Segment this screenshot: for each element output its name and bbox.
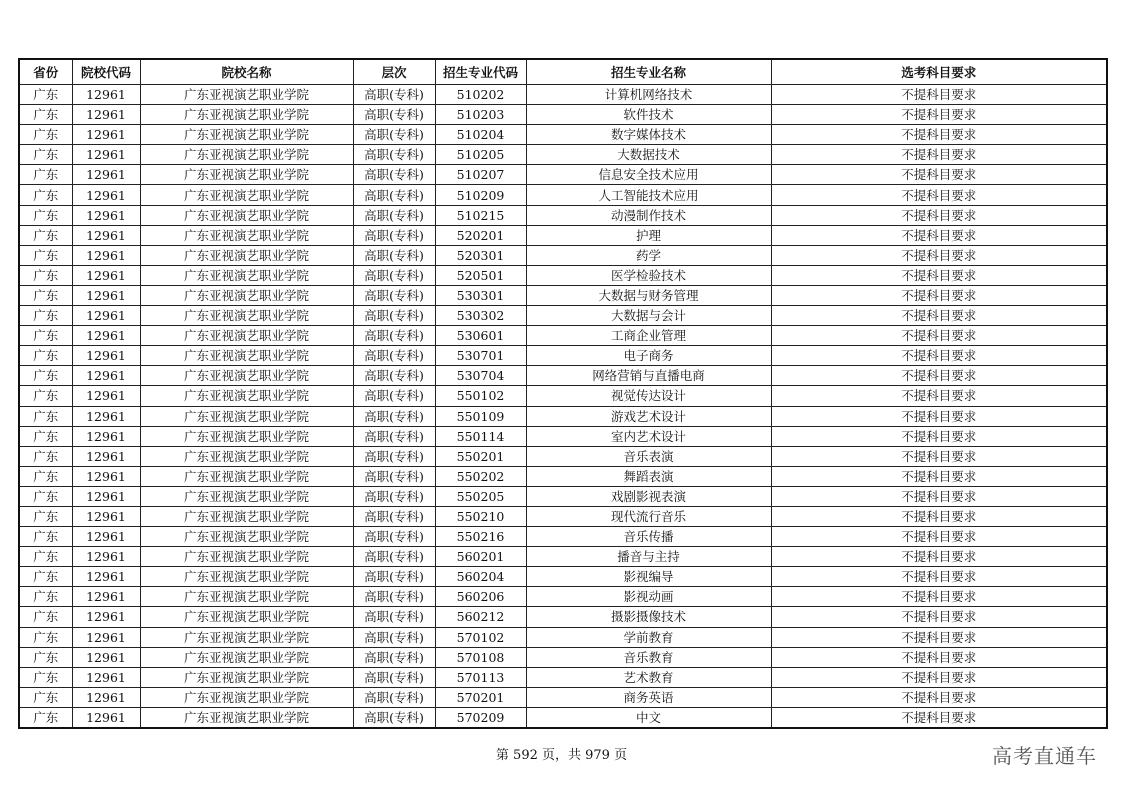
subject-requirement-cell: 不提科目要求 <box>771 225 1107 245</box>
province-cell: 广东 <box>19 426 72 446</box>
school-code-cell: 12961 <box>72 326 140 346</box>
school-code-cell: 12961 <box>72 687 140 707</box>
subject-requirement-cell: 不提科目要求 <box>771 265 1107 285</box>
province-cell: 广东 <box>19 506 72 526</box>
major-code-cell: 560212 <box>435 607 526 627</box>
major-name-cell: 中文 <box>526 707 771 728</box>
school-name-cell: 广东亚视演艺职业学院 <box>140 627 353 647</box>
major-code-cell: 550109 <box>435 406 526 426</box>
school-name-cell: 广东亚视演艺职业学院 <box>140 707 353 728</box>
table-row <box>19 346 1107 366</box>
major-name-cell: 网络营销与直播电商 <box>526 366 771 386</box>
major-code-cell: 510207 <box>435 165 526 185</box>
table-row <box>19 225 1107 245</box>
province-cell: 广东 <box>19 406 72 426</box>
province-cell: 广东 <box>19 306 72 326</box>
subject-requirement-cell: 不提科目要求 <box>771 687 1107 707</box>
table-row <box>19 687 1107 707</box>
subject-requirement-cell: 不提科目要求 <box>771 366 1107 386</box>
province-cell: 广东 <box>19 346 72 366</box>
province-cell: 广东 <box>19 707 72 728</box>
province-cell: 广东 <box>19 125 72 145</box>
school-name-cell: 广东亚视演艺职业学院 <box>140 125 353 145</box>
school-name-cell: 广东亚视演艺职业学院 <box>140 165 353 185</box>
school-code-cell: 12961 <box>72 285 140 305</box>
province-cell: 广东 <box>19 627 72 647</box>
province-cell: 广东 <box>19 165 72 185</box>
table-row <box>19 567 1107 587</box>
school-name-cell: 广东亚视演艺职业学院 <box>140 547 353 567</box>
province-cell: 广东 <box>19 547 72 567</box>
subject-requirement-cell: 不提科目要求 <box>771 567 1107 587</box>
province-cell: 广东 <box>19 486 72 506</box>
table-row <box>19 85 1107 105</box>
province-cell: 广东 <box>19 587 72 607</box>
subject-requirement-cell: 不提科目要求 <box>771 346 1107 366</box>
major-name-cell: 室内艺术设计 <box>526 426 771 446</box>
school-code-cell: 12961 <box>72 567 140 587</box>
level-cell: 高职(专科) <box>353 145 435 165</box>
subject-requirement-cell: 不提科目要求 <box>771 466 1107 486</box>
subject-requirement-cell: 不提科目要求 <box>771 587 1107 607</box>
school-code-cell: 12961 <box>72 607 140 627</box>
major-name-cell: 软件技术 <box>526 105 771 125</box>
school-name-cell: 广东亚视演艺职业学院 <box>140 607 353 627</box>
level-cell: 高职(专科) <box>353 406 435 426</box>
school-code-cell: 12961 <box>72 446 140 466</box>
major-name-cell: 护理 <box>526 225 771 245</box>
table-row <box>19 285 1107 305</box>
major-name-cell: 音乐表演 <box>526 446 771 466</box>
major-name-cell: 大数据与财务管理 <box>526 285 771 305</box>
level-cell: 高职(专科) <box>353 125 435 145</box>
school-code-cell: 12961 <box>72 506 140 526</box>
major-code-cell: 560204 <box>435 567 526 587</box>
table-row <box>19 547 1107 567</box>
school-code-cell: 12961 <box>72 105 140 125</box>
school-code-cell: 12961 <box>72 426 140 446</box>
major-name-cell: 大数据技术 <box>526 145 771 165</box>
province-cell: 广东 <box>19 285 72 305</box>
school-code-cell: 12961 <box>72 366 140 386</box>
major-code-cell: 510202 <box>435 85 526 105</box>
province-cell: 广东 <box>19 265 72 285</box>
major-code-cell: 530301 <box>435 285 526 305</box>
school-code-cell: 12961 <box>72 707 140 728</box>
school-code-cell: 12961 <box>72 406 140 426</box>
major-name-cell: 药学 <box>526 245 771 265</box>
school-name-cell: 广东亚视演艺职业学院 <box>140 527 353 547</box>
table-row <box>19 245 1107 265</box>
school-code-cell: 12961 <box>72 306 140 326</box>
level-cell: 高职(专科) <box>353 265 435 285</box>
table-row <box>19 386 1107 406</box>
province-cell: 广东 <box>19 667 72 687</box>
school-name-cell: 广东亚视演艺职业学院 <box>140 587 353 607</box>
subject-requirement-cell: 不提科目要求 <box>771 506 1107 526</box>
level-cell: 高职(专科) <box>353 707 435 728</box>
header-subject-requirement: 选考科目要求 <box>771 59 1107 85</box>
major-name-cell: 电子商务 <box>526 346 771 366</box>
school-name-cell: 广东亚视演艺职业学院 <box>140 506 353 526</box>
level-cell: 高职(专科) <box>353 607 435 627</box>
table-row <box>19 587 1107 607</box>
level-cell: 高职(专科) <box>353 426 435 446</box>
level-cell: 高职(专科) <box>353 165 435 185</box>
table-row <box>19 165 1107 185</box>
level-cell: 高职(专科) <box>353 205 435 225</box>
province-cell: 广东 <box>19 85 72 105</box>
major-name-cell: 医学检验技术 <box>526 265 771 285</box>
major-code-cell: 550202 <box>435 466 526 486</box>
major-name-cell: 信息安全技术应用 <box>526 165 771 185</box>
subject-requirement-cell: 不提科目要求 <box>771 426 1107 446</box>
major-name-cell: 商务英语 <box>526 687 771 707</box>
major-code-cell: 570209 <box>435 707 526 728</box>
table-row <box>19 366 1107 386</box>
school-name-cell: 广东亚视演艺职业学院 <box>140 326 353 346</box>
school-name-cell: 广东亚视演艺职业学院 <box>140 265 353 285</box>
school-name-cell: 广东亚视演艺职业学院 <box>140 285 353 305</box>
province-cell: 广东 <box>19 185 72 205</box>
watermark-logo-text: 高考直通车 <box>992 744 1097 768</box>
major-name-cell: 音乐教育 <box>526 647 771 667</box>
major-name-cell: 工商企业管理 <box>526 326 771 346</box>
major-code-cell: 510203 <box>435 105 526 125</box>
subject-requirement-cell: 不提科目要求 <box>771 647 1107 667</box>
major-code-cell: 510204 <box>435 125 526 145</box>
major-code-cell: 510215 <box>435 205 526 225</box>
level-cell: 高职(专科) <box>353 647 435 667</box>
subject-requirement-cell: 不提科目要求 <box>771 446 1107 466</box>
major-code-cell: 550210 <box>435 506 526 526</box>
subject-requirement-cell: 不提科目要求 <box>771 85 1107 105</box>
level-cell: 高职(专科) <box>353 285 435 305</box>
major-code-cell: 550102 <box>435 386 526 406</box>
level-cell: 高职(专科) <box>353 446 435 466</box>
table-body <box>19 85 1107 729</box>
province-cell: 广东 <box>19 245 72 265</box>
subject-requirement-cell: 不提科目要求 <box>771 707 1107 728</box>
table-row <box>19 426 1107 446</box>
province-cell: 广东 <box>19 105 72 125</box>
subject-requirement-cell: 不提科目要求 <box>771 607 1107 627</box>
major-code-cell: 530701 <box>435 346 526 366</box>
major-code-cell: 510209 <box>435 185 526 205</box>
major-code-cell: 550201 <box>435 446 526 466</box>
province-cell: 广东 <box>19 687 72 707</box>
level-cell: 高职(专科) <box>353 306 435 326</box>
major-code-cell: 530302 <box>435 306 526 326</box>
school-name-cell: 广东亚视演艺职业学院 <box>140 486 353 506</box>
province-cell: 广东 <box>19 366 72 386</box>
subject-requirement-cell: 不提科目要求 <box>771 105 1107 125</box>
level-cell: 高职(专科) <box>353 687 435 707</box>
major-code-cell: 520201 <box>435 225 526 245</box>
header-major-name: 招生专业名称 <box>526 59 771 85</box>
major-code-cell: 530601 <box>435 326 526 346</box>
province-cell: 广东 <box>19 145 72 165</box>
level-cell: 高职(专科) <box>353 366 435 386</box>
school-code-cell: 12961 <box>72 165 140 185</box>
level-cell: 高职(专科) <box>353 506 435 526</box>
header-major-code: 招生专业代码 <box>435 59 526 85</box>
school-code-cell: 12961 <box>72 205 140 225</box>
school-name-cell: 广东亚视演艺职业学院 <box>140 466 353 486</box>
table-row <box>19 306 1107 326</box>
province-cell: 广东 <box>19 567 72 587</box>
major-name-cell: 视觉传达设计 <box>526 386 771 406</box>
school-code-cell: 12961 <box>72 547 140 567</box>
table-row <box>19 506 1107 526</box>
header-school-name: 院校名称 <box>140 59 353 85</box>
school-name-cell: 广东亚视演艺职业学院 <box>140 225 353 245</box>
subject-requirement-cell: 不提科目要求 <box>771 306 1107 326</box>
subject-requirement-cell: 不提科目要求 <box>771 486 1107 506</box>
major-code-cell: 550114 <box>435 426 526 446</box>
level-cell: 高职(专科) <box>353 627 435 647</box>
table-row <box>19 125 1107 145</box>
school-name-cell: 广东亚视演艺职业学院 <box>140 687 353 707</box>
major-code-cell: 570102 <box>435 627 526 647</box>
subject-requirement-cell: 不提科目要求 <box>771 285 1107 305</box>
table-header-row <box>19 59 1107 85</box>
level-cell: 高职(专科) <box>353 547 435 567</box>
major-code-cell: 520301 <box>435 245 526 265</box>
level-cell: 高职(专科) <box>353 486 435 506</box>
level-cell: 高职(专科) <box>353 346 435 366</box>
major-code-cell: 560206 <box>435 587 526 607</box>
school-code-cell: 12961 <box>72 466 140 486</box>
school-code-cell: 12961 <box>72 386 140 406</box>
header-level: 层次 <box>353 59 435 85</box>
level-cell: 高职(专科) <box>353 466 435 486</box>
level-cell: 高职(专科) <box>353 386 435 406</box>
admission-requirements-table <box>18 58 1108 729</box>
major-name-cell: 音乐传播 <box>526 527 771 547</box>
school-name-cell: 广东亚视演艺职业学院 <box>140 185 353 205</box>
table-row <box>19 145 1107 165</box>
table-row <box>19 446 1107 466</box>
level-cell: 高职(专科) <box>353 85 435 105</box>
major-code-cell: 570113 <box>435 667 526 687</box>
school-code-cell: 12961 <box>72 486 140 506</box>
province-cell: 广东 <box>19 527 72 547</box>
school-code-cell: 12961 <box>72 145 140 165</box>
province-cell: 广东 <box>19 446 72 466</box>
province-cell: 广东 <box>19 205 72 225</box>
school-name-cell: 广东亚视演艺职业学院 <box>140 386 353 406</box>
table-row <box>19 265 1107 285</box>
school-name-cell: 广东亚视演艺职业学院 <box>140 145 353 165</box>
province-cell: 广东 <box>19 326 72 346</box>
level-cell: 高职(专科) <box>353 225 435 245</box>
school-code-cell: 12961 <box>72 587 140 607</box>
major-name-cell: 摄影摄像技术 <box>526 607 771 627</box>
major-name-cell: 戏剧影视表演 <box>526 486 771 506</box>
school-name-cell: 广东亚视演艺职业学院 <box>140 567 353 587</box>
level-cell: 高职(专科) <box>353 185 435 205</box>
school-name-cell: 广东亚视演艺职业学院 <box>140 647 353 667</box>
major-code-cell: 530704 <box>435 366 526 386</box>
school-name-cell: 广东亚视演艺职业学院 <box>140 85 353 105</box>
major-code-cell: 510205 <box>435 145 526 165</box>
school-name-cell: 广东亚视演艺职业学院 <box>140 245 353 265</box>
table-row <box>19 486 1107 506</box>
school-name-cell: 广东亚视演艺职业学院 <box>140 426 353 446</box>
subject-requirement-cell: 不提科目要求 <box>771 627 1107 647</box>
major-name-cell: 播音与主持 <box>526 547 771 567</box>
school-name-cell: 广东亚视演艺职业学院 <box>140 346 353 366</box>
school-code-cell: 12961 <box>72 245 140 265</box>
major-name-cell: 游戏艺术设计 <box>526 406 771 426</box>
major-code-cell: 520501 <box>435 265 526 285</box>
major-name-cell: 计算机网络技术 <box>526 85 771 105</box>
table-row <box>19 105 1107 125</box>
major-code-cell: 570201 <box>435 687 526 707</box>
table-row <box>19 527 1107 547</box>
major-code-cell: 570108 <box>435 647 526 667</box>
province-cell: 广东 <box>19 386 72 406</box>
level-cell: 高职(专科) <box>353 587 435 607</box>
subject-requirement-cell: 不提科目要求 <box>771 185 1107 205</box>
school-code-cell: 12961 <box>72 667 140 687</box>
subject-requirement-cell: 不提科目要求 <box>771 125 1107 145</box>
table-row <box>19 326 1107 346</box>
major-name-cell: 艺术教育 <box>526 667 771 687</box>
table-row <box>19 707 1107 728</box>
school-name-cell: 广东亚视演艺职业学院 <box>140 105 353 125</box>
subject-requirement-cell: 不提科目要求 <box>771 667 1107 687</box>
school-code-cell: 12961 <box>72 125 140 145</box>
major-code-cell: 560201 <box>435 547 526 567</box>
table-row <box>19 205 1107 225</box>
school-code-cell: 12961 <box>72 85 140 105</box>
major-name-cell: 动漫制作技术 <box>526 205 771 225</box>
table-row <box>19 185 1107 205</box>
level-cell: 高职(专科) <box>353 567 435 587</box>
school-name-cell: 广东亚视演艺职业学院 <box>140 306 353 326</box>
school-code-cell: 12961 <box>72 647 140 667</box>
major-name-cell: 影视动画 <box>526 587 771 607</box>
school-code-cell: 12961 <box>72 627 140 647</box>
school-code-cell: 12961 <box>72 185 140 205</box>
school-code-cell: 12961 <box>72 225 140 245</box>
subject-requirement-cell: 不提科目要求 <box>771 326 1107 346</box>
major-code-cell: 550205 <box>435 486 526 506</box>
header-province: 省份 <box>19 59 72 85</box>
table-row <box>19 406 1107 426</box>
major-name-cell: 人工智能技术应用 <box>526 185 771 205</box>
school-name-cell: 广东亚视演艺职业学院 <box>140 205 353 225</box>
major-code-cell: 550216 <box>435 527 526 547</box>
table-row <box>19 667 1107 687</box>
province-cell: 广东 <box>19 607 72 627</box>
level-cell: 高职(专科) <box>353 527 435 547</box>
subject-requirement-cell: 不提科目要求 <box>771 547 1107 567</box>
subject-requirement-cell: 不提科目要求 <box>771 205 1107 225</box>
school-name-cell: 广东亚视演艺职业学院 <box>140 446 353 466</box>
school-name-cell: 广东亚视演艺职业学院 <box>140 406 353 426</box>
subject-requirement-cell: 不提科目要求 <box>771 145 1107 165</box>
major-name-cell: 数字媒体技术 <box>526 125 771 145</box>
subject-requirement-cell: 不提科目要求 <box>771 245 1107 265</box>
level-cell: 高职(专科) <box>353 245 435 265</box>
table-row <box>19 466 1107 486</box>
subject-requirement-cell: 不提科目要求 <box>771 165 1107 185</box>
table-row <box>19 647 1107 667</box>
major-name-cell: 学前教育 <box>526 627 771 647</box>
table-row <box>19 627 1107 647</box>
subject-requirement-cell: 不提科目要求 <box>771 406 1107 426</box>
major-name-cell: 舞蹈表演 <box>526 466 771 486</box>
school-name-cell: 广东亚视演艺职业学院 <box>140 667 353 687</box>
page-number: 第 592 页，共 979 页 <box>495 748 628 763</box>
province-cell: 广东 <box>19 647 72 667</box>
school-code-cell: 12961 <box>72 527 140 547</box>
school-code-cell: 12961 <box>72 346 140 366</box>
level-cell: 高职(专科) <box>353 105 435 125</box>
school-code-cell: 12961 <box>72 265 140 285</box>
province-cell: 广东 <box>19 225 72 245</box>
major-name-cell: 影视编导 <box>526 567 771 587</box>
subject-requirement-cell: 不提科目要求 <box>771 386 1107 406</box>
table-row <box>19 607 1107 627</box>
province-cell: 广东 <box>19 466 72 486</box>
level-cell: 高职(专科) <box>353 326 435 346</box>
major-name-cell: 现代流行音乐 <box>526 506 771 526</box>
subject-requirement-cell: 不提科目要求 <box>771 527 1107 547</box>
level-cell: 高职(专科) <box>353 667 435 687</box>
major-name-cell: 大数据与会计 <box>526 306 771 326</box>
header-school-code: 院校代码 <box>72 59 140 85</box>
school-name-cell: 广东亚视演艺职业学院 <box>140 366 353 386</box>
